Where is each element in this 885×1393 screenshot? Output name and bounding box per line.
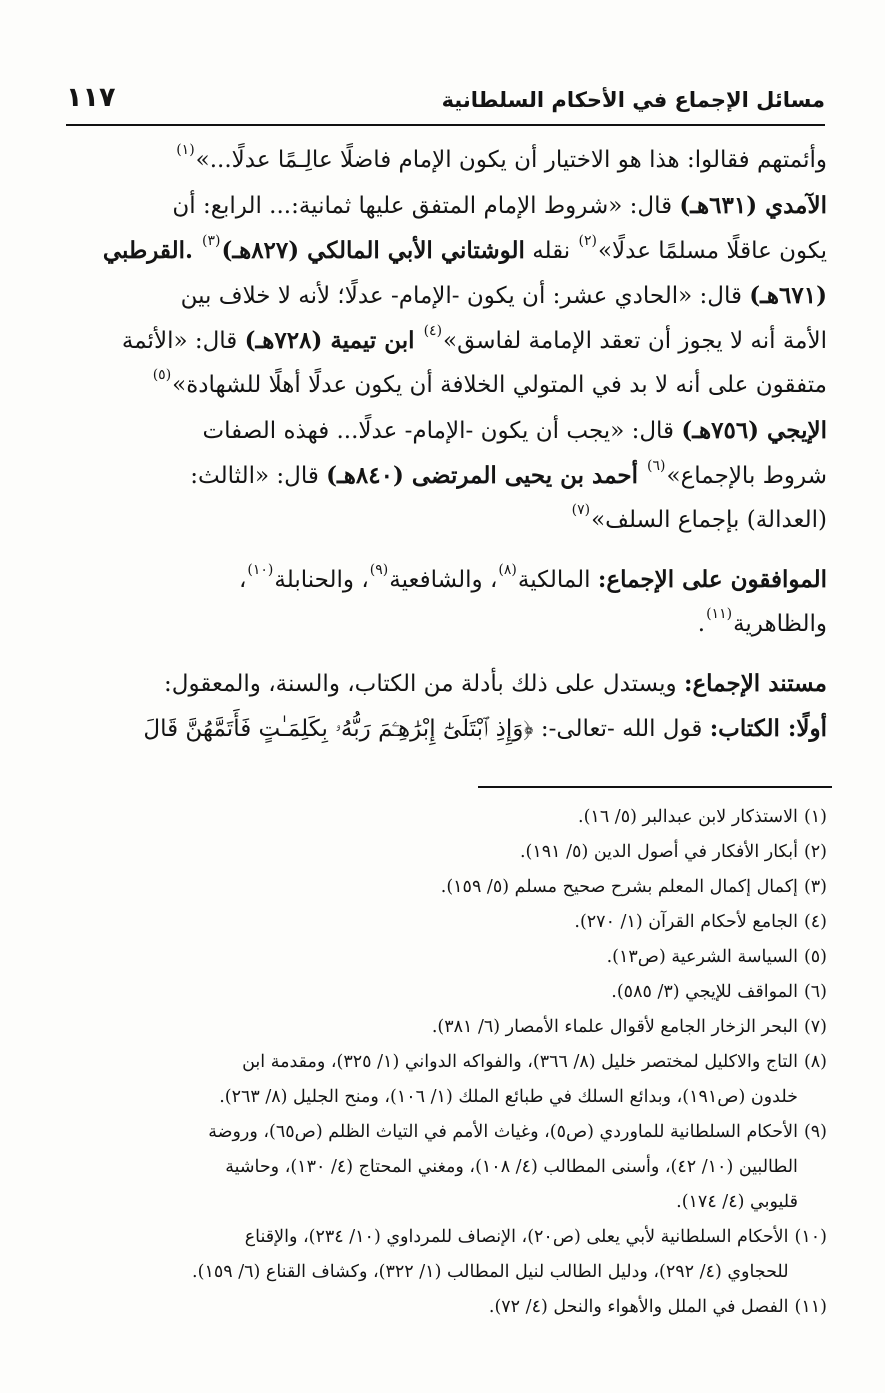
footnote-ref: (٣): [201, 233, 221, 249]
footnote-line: الجامع لأحكام القرآن (١/ ٢٧٠).: [574, 912, 798, 932]
line-text: قال: «الثالث:: [190, 463, 327, 489]
quran-verse: ﴿وَإِذِ ٱبْتَلَىٰٓ إِبْرَٰهِـۧمَ رَبُّهُۥ بِكَلِمَـٰتٍ فَأَتَمَّهُنَّ قَالَ: [143, 716, 534, 742]
footnote: [62, 940, 827, 975]
footnote: [62, 1115, 827, 1220]
line-text: ويستدل على ذلك بأدلة من الكتاب، والسنة، والمعقول:: [164, 671, 684, 697]
footnote-ref: (١٠): [247, 562, 274, 578]
footnote-text: [62, 1115, 798, 1220]
footnote-number: (٥): [803, 947, 827, 967]
footnote-number: (٢): [803, 842, 827, 862]
footnote: [62, 1220, 827, 1290]
school-name: ، والحنابلة: [274, 567, 369, 593]
footnote: [62, 1045, 827, 1115]
footnote: [62, 1010, 827, 1045]
footnote-ref: (٦): [647, 458, 666, 474]
text-line: [62, 183, 827, 228]
line-text: وأئمتهم فقالوا: هذا هو الاختيار أن يكون الإمام فاضلًا عالِـمًا عدلًا...»: [195, 147, 827, 173]
footnote-ref: (٢): [578, 233, 597, 249]
text-line: [62, 273, 827, 318]
footnote: [62, 975, 827, 1010]
footnote-line: خلدون (ص١٩١)، وبدائع السلك في طبائع الملك (١/ ١٠٦)، ومنح الجليل (٨/ ٢٦٣).: [219, 1087, 798, 1107]
header-rule: [66, 124, 825, 126]
footnote-ref: (٧): [571, 502, 591, 518]
running-header: [66, 78, 825, 126]
line-text: متفقون على أنه لا بد في المتولي الخلافة أن يكون عدلًا أهلًا للشهادة»: [172, 372, 827, 398]
footnote-ref: (٥): [152, 367, 172, 383]
footnote-number: (٨): [803, 1052, 827, 1072]
footnote-text: [62, 1220, 789, 1290]
scholar-name: أحمد بن يحيى المرتضى (٨٤٠هـ): [326, 462, 647, 489]
footnote-text: [62, 800, 798, 835]
footnote-text: [62, 1010, 798, 1045]
line-text: قال: «الأئمة: [121, 328, 245, 354]
text-line: [62, 498, 827, 543]
footnote-number: (٧): [803, 1017, 827, 1037]
footnote-ref: (١): [176, 142, 195, 158]
footnote-text: [62, 835, 798, 870]
line-text: قال: «يجب أن يكون -الإمام- عدلًا... فهذه الصفات: [202, 418, 682, 444]
text-line: [62, 363, 827, 408]
footnote: [62, 800, 827, 835]
page-number: ١١٧: [66, 82, 116, 113]
text-line: [62, 453, 827, 498]
scholar-name: الوشتاني الأبي المالكي (٨٢٧هـ): [221, 237, 525, 264]
consensus-basis-line: [62, 661, 827, 706]
footnote-line: البحر الزخار الجامع لأقوال علماء الأمصار (٦/ ٣٨١).: [431, 1017, 798, 1037]
text-line: [62, 138, 827, 183]
text-line: [62, 408, 827, 453]
footnotes: [62, 800, 827, 1325]
footnote-separator: [478, 786, 832, 788]
agreeing-schools-line: [62, 602, 827, 647]
line-text: قال: «الحادي عشر: أن يكون -الإمام- عدلًا؛ لأنه لا خلاف بين: [180, 283, 750, 309]
footnote-ref: (٤): [423, 323, 443, 339]
footnote-text: [62, 905, 798, 940]
footnote-text: [62, 1290, 789, 1325]
line-text: الأمة أنه لا يجوز أن تعقد الإمامة لفاسق»: [443, 328, 827, 354]
footnote-number: (٣): [803, 877, 827, 897]
line-text: نقله: [524, 238, 578, 264]
scholar-date: (٦٧١هـ): [749, 282, 827, 309]
agreeing-schools-line: [62, 557, 827, 602]
section-heading: الموافقون على الإجماع:: [597, 566, 827, 593]
school-name: والظاهرية: [733, 611, 827, 637]
footnote: [62, 1290, 827, 1325]
scholar-name: .القرطبي: [102, 237, 201, 264]
footnote-line: للحجاوي (٤/ ٢٩٢)، ودليل الطالب لنيل المطالب (١/ ٣٢٢)، وكشاف القناع (٦/ ١٥٩).: [192, 1262, 789, 1282]
text-line: [62, 318, 827, 363]
scholar-name: الإيجي (٧٥٦هـ): [681, 417, 827, 444]
line-text: شروط بالإجماع»: [666, 463, 827, 489]
line-text: (العدالة) بإجماع السلف»: [591, 507, 827, 533]
footnote-line: الأحكام السلطانية للماوردي (ص٥)، وغياث الأمم في التياث الظلم (ص٦٥)، وروضة: [208, 1122, 798, 1142]
footnote-number: (٩): [803, 1122, 827, 1142]
footnote-text: [62, 975, 798, 1010]
first-evidence-line: [62, 706, 827, 751]
footnote-ref: (٩): [369, 562, 389, 578]
footnote: [62, 870, 827, 905]
school-name: ، والشافعية: [389, 567, 498, 593]
footnote-number: (١٠): [794, 1227, 827, 1247]
footnote-text: [62, 940, 798, 975]
punctuation: .: [697, 611, 706, 637]
scholar-name: ابن تيمية (٧٢٨هـ): [244, 327, 423, 354]
header-title: مسائل الإجماع في الأحكام السلطانية: [441, 88, 825, 112]
footnote-number: (١١): [794, 1297, 827, 1317]
footnote-ref: (١١): [706, 606, 733, 622]
footnote-line: السياسة الشرعية (ص١٣).: [606, 947, 798, 967]
footnote-ref: (٨): [498, 562, 517, 578]
scholar-name: الآمدي (٦٣١هـ): [679, 192, 827, 219]
section-heading: أولًا: الكتاب:: [709, 715, 827, 742]
line-text: يكون عاقلًا مسلمًا عدلًا»: [597, 238, 827, 264]
main-text: [62, 138, 827, 751]
footnote-text: [62, 1045, 798, 1115]
footnote-line: الاستذكار لابن عبدالبر (٥/ ١٦).: [578, 807, 798, 827]
footnote-text: [62, 870, 798, 905]
footnote-line: التاج والاكليل لمختصر خليل (٨/ ٣٦٦)، والفواكه الدواني (١/ ٣٢٥)، ومقدمة ابن: [242, 1052, 798, 1072]
footnote-number: (١): [803, 807, 827, 827]
footnote-number: (٤): [803, 912, 827, 932]
footnote-number: (٦): [803, 982, 827, 1002]
footnote-line: إكمال إكمال المعلم بشرح صحيح مسلم (٥/ ١٥٩).: [440, 877, 798, 897]
footnote: [62, 835, 827, 870]
section-heading: مستند الإجماع:: [683, 670, 827, 697]
school-name: المالكية: [517, 567, 598, 593]
line-text: قول الله -تعالى-:: [533, 716, 710, 742]
footnote-line: قليوبي (٤/ ١٧٤).: [676, 1192, 798, 1212]
footnote-line: المواقف للإيجي (٣/ ٥٨٥).: [611, 982, 798, 1002]
text-line: [62, 228, 827, 273]
footnote-line: الطالبين (١٠/ ٤٢)، وأسنى المطالب (٤/ ١٠٨)، ومغني المحتاج (٤/ ١٣٠)، وحاشية: [225, 1157, 798, 1177]
footnote-line: الأحكام السلطانية لأبي يعلى (ص٢٠)، الإنصاف للمرداوي (١٠/ ٢٣٤)، والإقناع: [244, 1227, 789, 1247]
footnote-line: أبكار الأفكار في أصول الدين (٥/ ١٩١).: [519, 842, 798, 862]
line-text: قال: «شروط الإمام المتفق عليها ثمانية:... الرابع: أن: [172, 193, 680, 219]
footnote-line: الفصل في الملل والأهواء والنحل (٤/ ٧٢).: [488, 1297, 789, 1317]
punctuation: ،: [238, 567, 247, 593]
footnote: [62, 905, 827, 940]
